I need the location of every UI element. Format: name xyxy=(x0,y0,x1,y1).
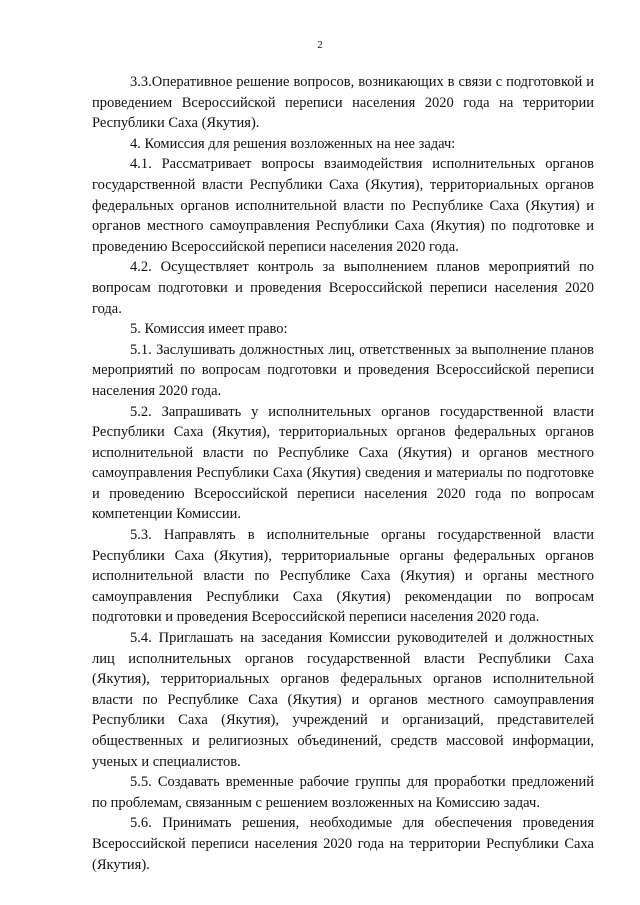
document-body xyxy=(92,72,594,875)
paragraph-5-4: 5.4. Приглашать на заседания Комиссии руководителей и должностных лиц исполнительных органов государственной власти Республики Саха (Якутия), территориальных органов федеральных органов исполнительной власти по Республике Саха (Якутия) и органов местного самоуправления Республики Саха (Якутия), учреждений и организаций, представителей общественных и религиозных объединений, средств массовой информации, ученых и специалистов. xyxy=(92,630,594,770)
paragraph-5-heading: 5. Комиссия имеет право: xyxy=(130,321,288,338)
paragraph-4-2: 4.2. Осуществляет контроль за выполнением планов мероприятий по вопросам подготовки и проведения Всероссийской переписи населения 2020 года. xyxy=(92,259,594,317)
paragraph-4-1: 4.1. Рассматривает вопросы взаимодействия исполнительных органов государственной власти Республики Саха (Якутия), территориальных органов федеральных органов исполнительной власти по Республике Саха (Якутия) и органов местного самоуправления Республики Саха (Якутия) по подготовке и проведению Всероссийской переписи населения 2020 года. xyxy=(92,156,594,255)
paragraph-5-5: 5.5. Создавать временные рабочие группы для проработки предложений по проблемам, связанным с решением возложенных на Комиссию задач. xyxy=(92,774,594,811)
page-number: 2 xyxy=(317,39,323,51)
paragraph-3-3: 3.3.Оперативное решение вопросов, возникающих в связи с подготовкой и проведением Всероссийской переписи населения 2020 года на территории Республики Саха (Якутия). xyxy=(92,74,594,132)
paragraph-5-3: 5.3. Направлять в исполнительные органы государственной власти Республики Саха (Якутия), территориальные органы федеральных органов исполнительной власти по Республике Саха (Якутия) и органы местного самоуправления Республики Саха (Якутия) рекомендации по вопросам подготовки и проведения Всероссийской переписи населения 2020 года. xyxy=(92,527,594,626)
paragraph-4-heading: 4. Комиссия для решения возложенных на нее задач: xyxy=(130,135,456,152)
paragraph-5-2: 5.2. Запрашивать у исполнительных органов государственной власти Республики Саха (Якутия), территориальных органов федеральных органов исполнительной власти по Республике Саха (Якутия) и органов местного самоуправления Республики Саха (Якутия) сведения и материалы по подготовке и проведению Всероссийской переписи населения 2020 года по вопросам компетенции Комиссии. xyxy=(92,403,594,523)
paragraph-5-1: 5.1. Заслушивать должностных лиц, ответственных за выполнение планов мероприятий по вопросам подготовки и проведения Всероссийской переписи населения 2020 года. xyxy=(92,341,594,399)
paragraph-5-6: 5.6. Принимать решения, необходимые для обеспечения проведения Всероссийской переписи населения 2020 года на территории Республики Саха (Якутия). xyxy=(92,815,594,873)
